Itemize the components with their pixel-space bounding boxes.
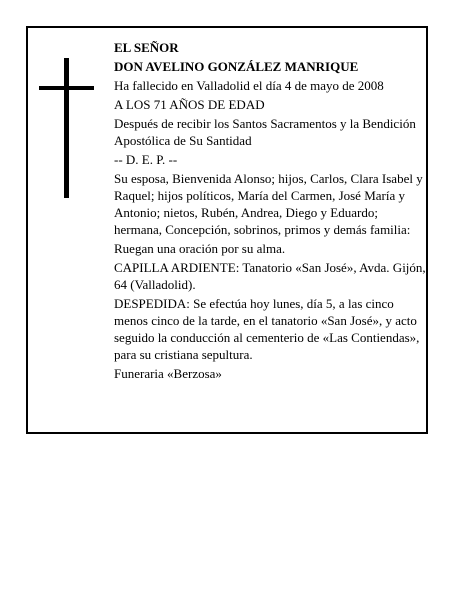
age-line: A LOS 71 AÑOS DE EDAD bbox=[114, 97, 265, 112]
chapel-paragraph: CAPILLA ARDIENTE: Tanatorio «San José», Avda. Gijón, 64 (Valladolid). bbox=[114, 260, 426, 292]
prayer-line: Ruegan una oración por su alma. bbox=[114, 241, 286, 256]
title-line-1: EL SEÑOR bbox=[114, 40, 179, 55]
family-paragraph: Su esposa, Bienvenida Alonso; hijos, Carlos, Clara Isabel y Raquel; hijos políticos, María del Carmen, José María y Antonio; nietos, Rubén, Andrea, Diego y Eduardo; hermana, Concepción, sobrinos, primos y demás familia: bbox=[114, 171, 423, 237]
farewell-paragraph: DESPEDIDA: Se efectúa hoy lunes, día 5, a las cinco menos cinco de la tarde, en el tanatorio «San José», y acto seguido la conducción al cementerio de «Las Contiendas», para su cristiana sepultura. bbox=[114, 296, 420, 362]
cross-horizontal-bar bbox=[39, 86, 94, 90]
sacraments-line: Después de recibir los Santos Sacramentos y la Bendición Apostólica de Su Santidad bbox=[114, 116, 416, 148]
rip-line: -- D. E. P. -- bbox=[114, 152, 178, 167]
funeral-home-line: Funeraria «Berzosa» bbox=[114, 366, 222, 381]
obituary-notice bbox=[26, 26, 428, 434]
title-line-2: DON AVELINO GONZÁLEZ MANRIQUE bbox=[114, 59, 359, 74]
death-info: Ha fallecido en Valladolid el día 4 de mayo de 2008 bbox=[114, 78, 384, 93]
cross-vertical-bar bbox=[64, 58, 69, 198]
obituary-text bbox=[114, 39, 426, 384]
